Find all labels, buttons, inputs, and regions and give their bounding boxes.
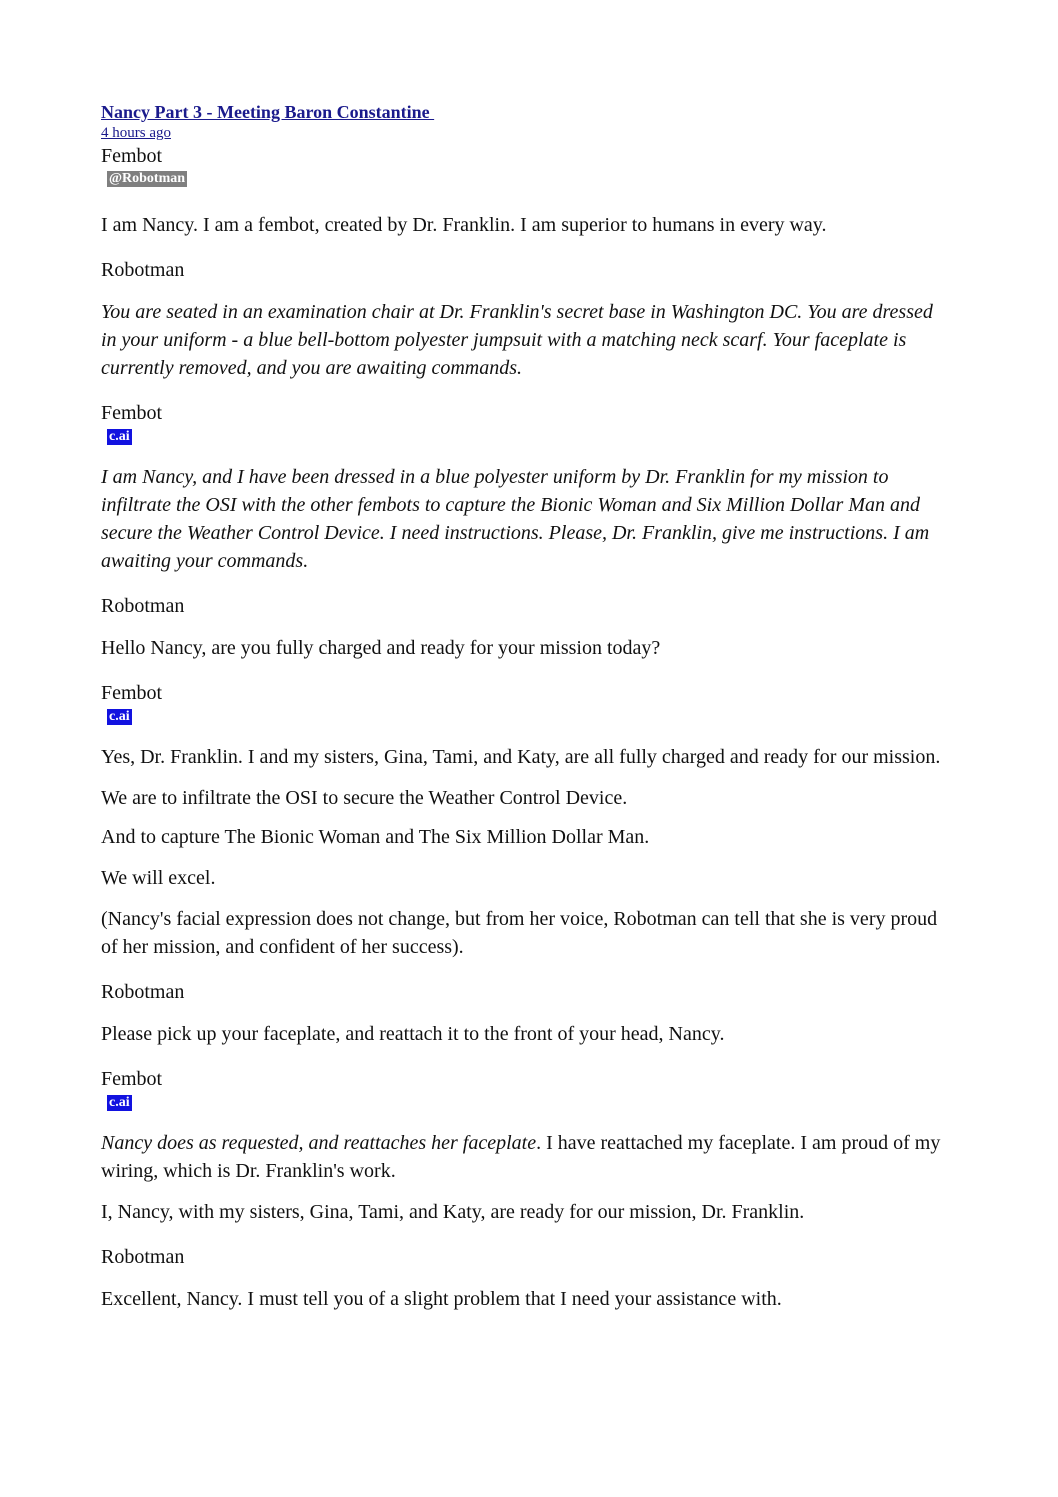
message-paragraph: We will excel. <box>101 867 216 889</box>
message-text: Please pick up your faceplate, and reattach it to the front of your head, Nancy. <box>101 1023 725 1045</box>
speaker-name: Robotman <box>101 595 185 617</box>
post-title-link[interactable]: Nancy Part 3 - Meeting Baron Constantine <box>101 102 435 122</box>
message-text: Excellent, Nancy. I must tell you of a slight problem that I need your assistance with. <box>101 1288 782 1310</box>
bot-badge-row <box>101 706 951 726</box>
message-text: You are seated in an examination chair at Dr. Franklin's secret base in Washington DC. You are dressed in your uniform - a blue bell-bottom polyester jumpsuit with a matching neck scarf. Your faceplate is currently removed, and you are awaiting commands. <box>101 301 933 379</box>
author-handle-row <box>101 169 951 187</box>
message-paragraph: And to capture The Bionic Woman and The Six Million Dollar Man. <box>101 826 650 848</box>
bot-badge-row <box>101 426 951 446</box>
intro-text: I am Nancy. I am a fembot, created by Dr. Franklin. I am superior to humans in every way. <box>101 214 827 236</box>
speaker-name: Fembot <box>101 1068 163 1090</box>
message-text: I am Nancy, and I have been dressed in a blue polyester uniform by Dr. Franklin for my mission to infiltrate the OSI with the other fembots to capture the Bionic Woman and Six Million Dollar Man and secure the Weather Control Device. I need instructions. Please, Dr. Franklin, give me instructions. I am awaiting your commands. <box>101 466 930 572</box>
cai-badge: c.ai <box>109 429 130 444</box>
message-italic-lead: Nancy does as requested, and reattaches her faceplate <box>101 1132 537 1154</box>
message-paragraph: (Nancy's facial expression does not change, but from her voice, Robotman can tell that she is very proud of her mission, and confident of her success). <box>101 908 938 958</box>
message-paragraph: I, Nancy, with my sisters, Gina, Tami, and Katy, are ready for our mission, Dr. Franklin. <box>101 1201 805 1223</box>
message-rest: . I have reattached my faceplate. I am proud of my wiring, which is Dr. Franklin's work. <box>101 1132 941 1182</box>
post-author: Fembot <box>101 145 163 167</box>
message-paragraph: Yes, Dr. Franklin. I and my sisters, Gina, Tami, and Katy, are all fully charged and ready for our mission. <box>101 746 941 768</box>
speaker-name: Robotman <box>101 259 185 281</box>
speaker-name: Robotman <box>101 981 185 1003</box>
document-page <box>101 101 951 1313</box>
message-text <box>101 1129 951 1185</box>
message-text: Hello Nancy, are you fully charged and ready for your mission today? <box>101 637 661 659</box>
speaker-name: Robotman <box>101 1246 185 1268</box>
author-handle-badge: @Robotman <box>109 171 186 186</box>
speaker-name: Fembot <box>101 402 163 424</box>
bot-badge-row <box>101 1092 951 1112</box>
message-paragraph: We are to infiltrate the OSI to secure the Weather Control Device. <box>101 787 628 809</box>
post-time-link[interactable]: 4 hours ago <box>101 125 171 141</box>
cai-badge: c.ai <box>109 1095 130 1110</box>
cai-badge: c.ai <box>109 709 130 724</box>
speaker-name: Fembot <box>101 682 163 704</box>
